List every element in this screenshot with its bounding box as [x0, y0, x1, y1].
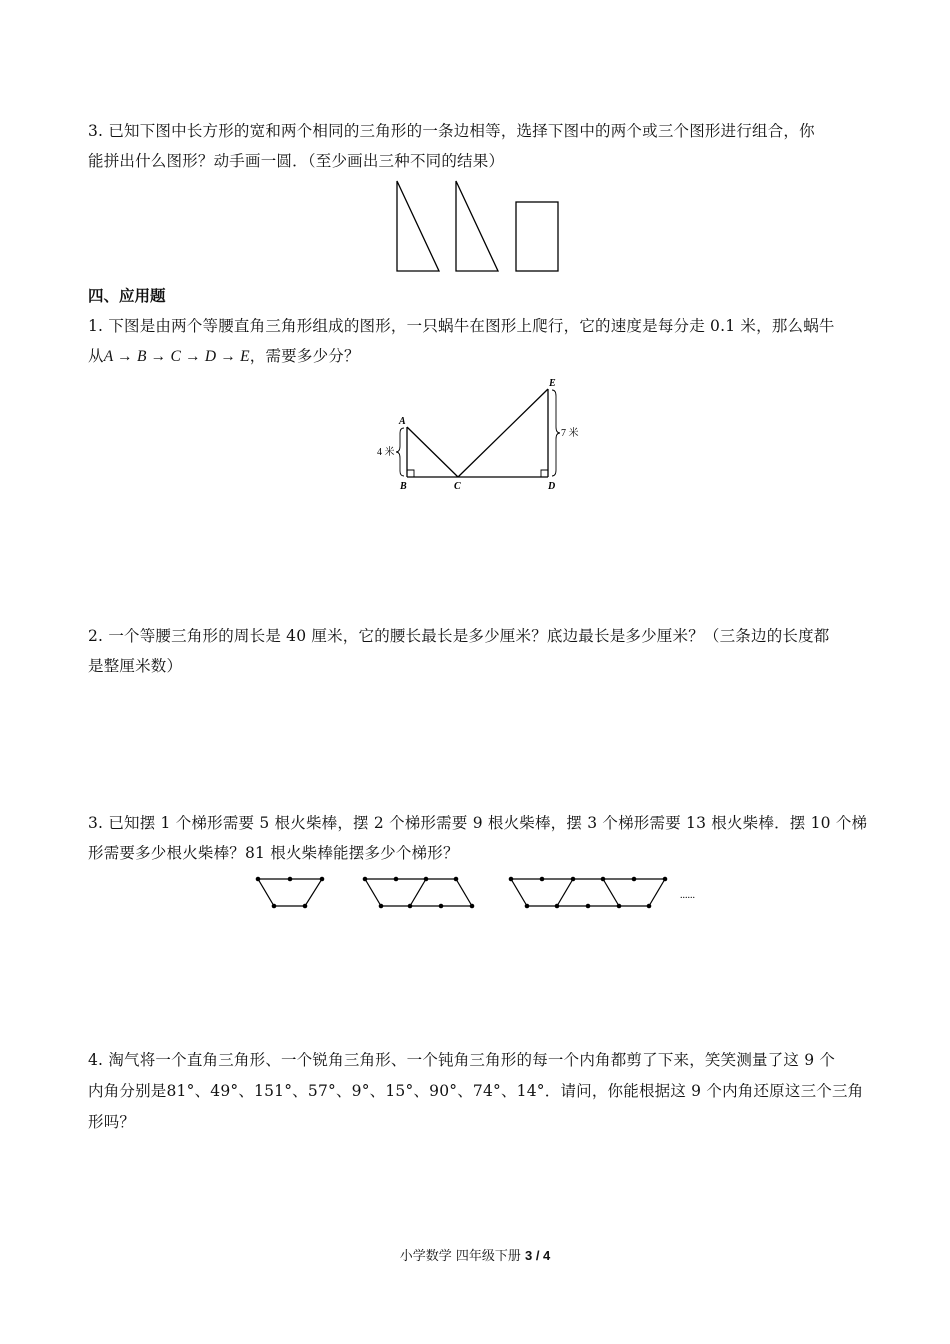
app-2-line-2: 是整厘米数）: [88, 657, 183, 675]
problem-3-line-1: 3. 已知下图中长方形的宽和两个相同的三角形的一条边相等，选择下图中的两个或三个图形进行组合，你: [88, 122, 815, 140]
label-c: C: [454, 481, 461, 492]
label-b: B: [400, 481, 407, 492]
app-4-line-2: 内角分别是81°、49°、151°、57°、9°、15°、90°、74°、14°．请问，你能根据这 9 个内角还原这三个三角: [88, 1082, 864, 1100]
page-number: 3 / 4: [524, 1248, 551, 1263]
label-a: A: [399, 416, 406, 427]
ellipsis: ......: [680, 890, 695, 901]
footer-text: 小学数学 四年级下册: [399, 1249, 521, 1264]
app-4-line-1: 4. 淘气将一个直角三角形、一个锐角三角形、一个钝角三角形的每一个内角都剪了下来，笑笑测量了这 9 个: [88, 1051, 836, 1069]
problem-3-line-2: 能拼出什么图形？动手画一圆．（至少画出三种不同的结果）: [88, 152, 505, 170]
label-e: E: [549, 378, 556, 389]
snail-path: A → B → C → D → E: [103, 348, 250, 365]
right-height-label: 7 米: [561, 428, 579, 439]
page-footer: [0, 1245, 950, 1264]
left-height-label: 4 米: [377, 447, 395, 458]
app-2-line-1: 2. 一个等腰三角形的周长是 40 厘米，它的腰长最长是多少厘米？底边最长是多少厘米？（三条边的长度都: [88, 627, 830, 645]
app-1-line-1: 1. 下图是由两个等腰直角三角形组成的图形，一只蜗牛在图形上爬行，它的速度是每分走 0.1 米，那么蜗牛: [88, 317, 835, 335]
app-3-line-1: 3. 已知摆 1 个梯形需要 5 根火柴棒，摆 2 个梯形需要 9 根火柴棒，摆 3 个梯形需要 13 根火柴棒．摆 10 个梯: [88, 814, 868, 832]
section-heading: 四、应用题: [88, 287, 166, 305]
label-d: D: [548, 481, 556, 492]
app-4-line-3: 形吗？: [88, 1113, 136, 1131]
app-3-line-2: 形需要多少根火柴棒？81 根火柴棒能摆多少个梯形？: [88, 844, 459, 862]
app-1-line-2: 从A → B → C → D → E，需要多少分？: [88, 347, 360, 365]
